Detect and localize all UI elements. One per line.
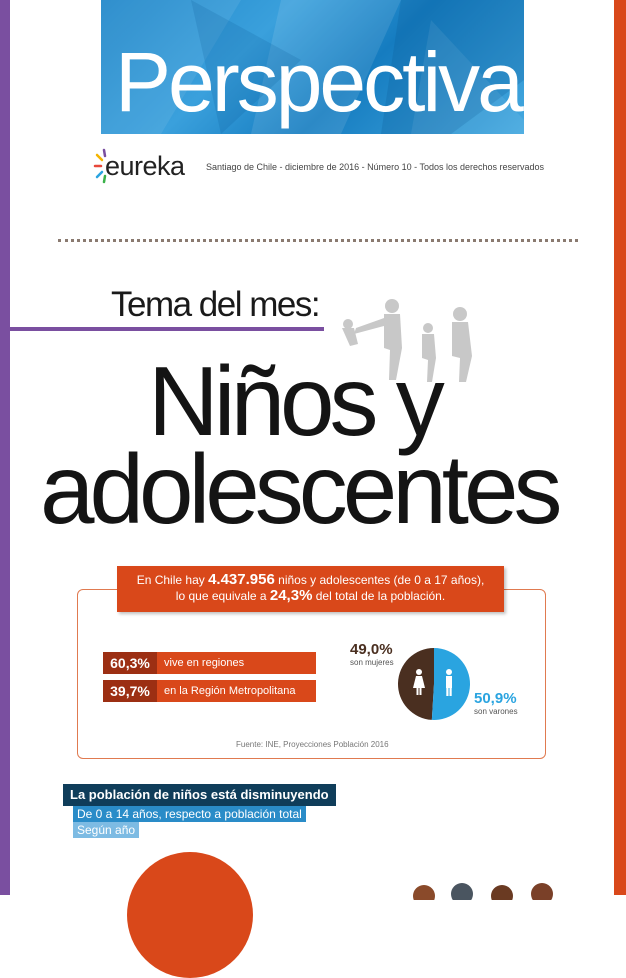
feature-title-line2: adolescentes <box>40 434 558 544</box>
source-note: Fuente: INE, Proyecciones Población 2016 <box>236 740 389 749</box>
gender-pie-chart <box>397 647 471 721</box>
feature-title-line1: Niños y <box>148 346 440 456</box>
stat-value: 39,7% <box>103 680 157 702</box>
left-accent-bar <box>0 0 10 895</box>
kicker-underline <box>10 327 324 331</box>
female-percent: 49,0% <box>350 641 393 658</box>
section-subtitle: De 0 a 14 años, respecto a población total <box>73 806 306 822</box>
intro-line1: En Chile hay 4.437.956 niños y adolescentes (de 0 a 17 años), <box>136 571 485 588</box>
male-label: son varones <box>474 707 518 716</box>
chart-circle-decoration <box>127 852 253 978</box>
section-title: La población de niños está disminuyendo <box>63 784 336 806</box>
section-kicker: Tema del mes: <box>111 285 320 324</box>
masthead-banner <box>101 0 524 134</box>
eureka-logo <box>92 146 202 186</box>
female-label: son mujeres <box>350 658 394 667</box>
stat-value: 60,3% <box>103 652 157 674</box>
intro-line2: lo que equivale a 24,3% del total de la población. <box>175 587 446 604</box>
stat-label: en la Región Metropolitana <box>164 685 296 697</box>
dotted-divider <box>58 239 578 242</box>
section-subtitle-year: Según año <box>73 822 139 838</box>
stat-regions <box>103 652 316 674</box>
male-percent: 50,9% <box>474 690 517 707</box>
people-heads-icon <box>408 880 558 900</box>
right-accent-bar <box>614 0 626 895</box>
stats-panel <box>77 589 546 759</box>
stat-label: vive en regiones <box>164 657 245 669</box>
masthead-subtitle: Santiago de Chile - diciembre de 2016 - Número 10 - Todos los derechos reservados <box>206 162 545 172</box>
logo-text: eureka <box>105 151 185 181</box>
intro-callout <box>117 566 504 612</box>
publication-title: Perspectiva <box>115 35 521 129</box>
stat-metropolitan <box>103 680 316 702</box>
